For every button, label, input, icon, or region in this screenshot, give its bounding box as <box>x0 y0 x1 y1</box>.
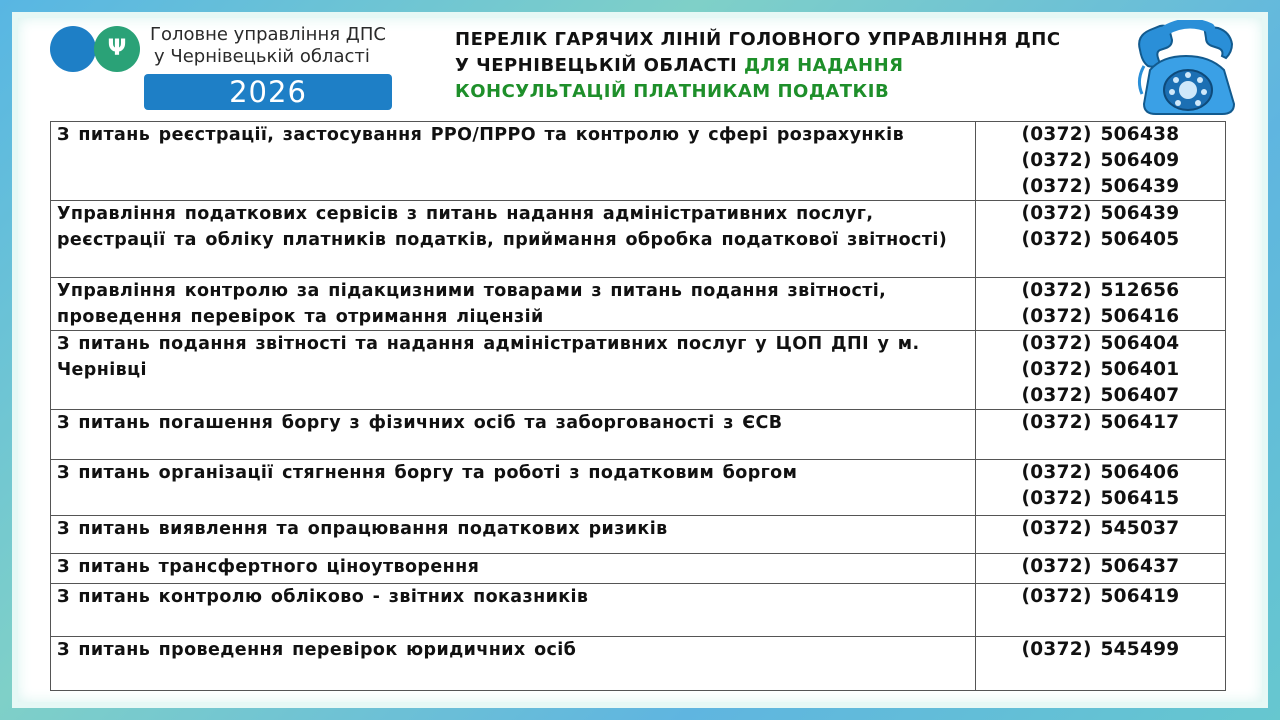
phone-number[interactable]: (0372) 506437 <box>1021 556 1180 577</box>
hotlines-table-wrap <box>50 121 1226 691</box>
page-title <box>455 27 1145 105</box>
phone-number[interactable]: (0372) 545499 <box>1021 639 1180 660</box>
hotlines-table <box>50 121 1226 691</box>
table-row <box>51 278 1226 331</box>
hotline-topic: З питань проведення перевірок юридичних осіб <box>51 637 976 691</box>
title-line2-green: ДЛЯ НАДАННЯ <box>743 55 904 76</box>
trident-icon: Ψ <box>107 36 127 61</box>
hotline-phones <box>976 637 1226 691</box>
table-row <box>51 122 1226 201</box>
hotline-phones <box>976 122 1226 201</box>
hotline-topic: З питань виявлення та опрацювання податкових ризиків <box>51 516 976 554</box>
title-line1: ПЕРЕЛІК ГАРЯЧИХ ЛІНІЙ ГОЛОВНОГО УПРАВЛІННЯ ДПС <box>455 29 1061 50</box>
phone-number[interactable]: (0372) 506409 <box>1021 150 1180 171</box>
hotline-phones <box>976 516 1226 554</box>
org-name-line1: Головне управління ДПС <box>150 24 386 45</box>
phone-number[interactable]: (0372) 506419 <box>1021 586 1180 607</box>
hotline-topic: З питань подання звітності та надання адміністративних послуг у ЦОП ДПІ у м. Чернівці <box>51 331 976 410</box>
table-row <box>51 516 1226 554</box>
table-row <box>51 584 1226 637</box>
hotline-phones <box>976 554 1226 584</box>
hotline-phones <box>976 410 1226 460</box>
logo-circle-blue <box>50 26 96 72</box>
phone-number[interactable]: (0372) 506439 <box>1021 203 1180 224</box>
org-name-line2: у Чернівецькій області <box>154 46 370 67</box>
hotline-topic: З питань погашення боргу з фізичних осіб та заборгованості з ЄСВ <box>51 410 976 460</box>
table-row <box>51 554 1226 584</box>
hotline-topic: З питань реєстрації, застосування РРО/ПРРО та контролю у сфері розрахунків <box>51 122 976 201</box>
table-row <box>51 460 1226 516</box>
hotline-phones <box>976 460 1226 516</box>
phone-number[interactable]: (0372) 506406 <box>1021 462 1180 483</box>
hotline-phones <box>976 584 1226 637</box>
table-row <box>51 637 1226 691</box>
phone-number[interactable]: (0372) 545037 <box>1021 518 1180 539</box>
phone-number[interactable]: (0372) 506404 <box>1021 333 1180 354</box>
phone-number[interactable]: (0372) 506415 <box>1021 488 1180 509</box>
phone-number[interactable]: (0372) 506439 <box>1021 176 1180 197</box>
title-line3: КОНСУЛЬТАЦІЙ ПЛАТНИКАМ ПОДАТКІВ <box>455 81 890 102</box>
hotline-topic: З питань трансфертного ціноутворення <box>51 554 976 584</box>
phone-number[interactable]: (0372) 512656 <box>1021 280 1180 301</box>
phone-number[interactable]: (0372) 506438 <box>1021 124 1180 145</box>
title-line2 <box>455 53 1145 79</box>
telephone-icon <box>1126 20 1246 120</box>
phone-number[interactable]: (0372) 506417 <box>1021 412 1180 433</box>
hotline-phones <box>976 201 1226 278</box>
hotline-phones <box>976 278 1226 331</box>
logo-circle-green <box>94 26 140 72</box>
hotline-topic: Управління податкових сервісів з питань надання адміністративних послуг, реєстрації та обліку платників податків, приймання обробка податкової звітності) <box>51 201 976 278</box>
hotline-topic: Управління контролю за підакцизними товарами з питань подання звітності, проведення перевірок та отримання ліцензій <box>51 278 976 331</box>
table-row <box>51 201 1226 278</box>
hotline-topic: З питань контролю обліково - звітних показників <box>51 584 976 637</box>
org-name <box>150 24 430 68</box>
hotline-phones <box>976 331 1226 410</box>
hotline-topic: З питань організації стягнення боргу та роботі з податковим боргом <box>51 460 976 516</box>
phone-number[interactable]: (0372) 506407 <box>1021 385 1180 406</box>
phone-number[interactable]: (0372) 506416 <box>1021 306 1180 327</box>
year-badge: 2026 <box>144 74 392 110</box>
phone-number[interactable]: (0372) 506401 <box>1021 359 1180 380</box>
phone-number[interactable]: (0372) 506405 <box>1021 229 1180 250</box>
title-line2-black: У ЧЕРНІВЕЦЬКІЙ ОБЛАСТІ <box>455 55 744 76</box>
table-row <box>51 410 1226 460</box>
org-logo <box>50 22 430 112</box>
table-row <box>51 331 1226 410</box>
hotlines-table-body <box>51 122 1226 691</box>
